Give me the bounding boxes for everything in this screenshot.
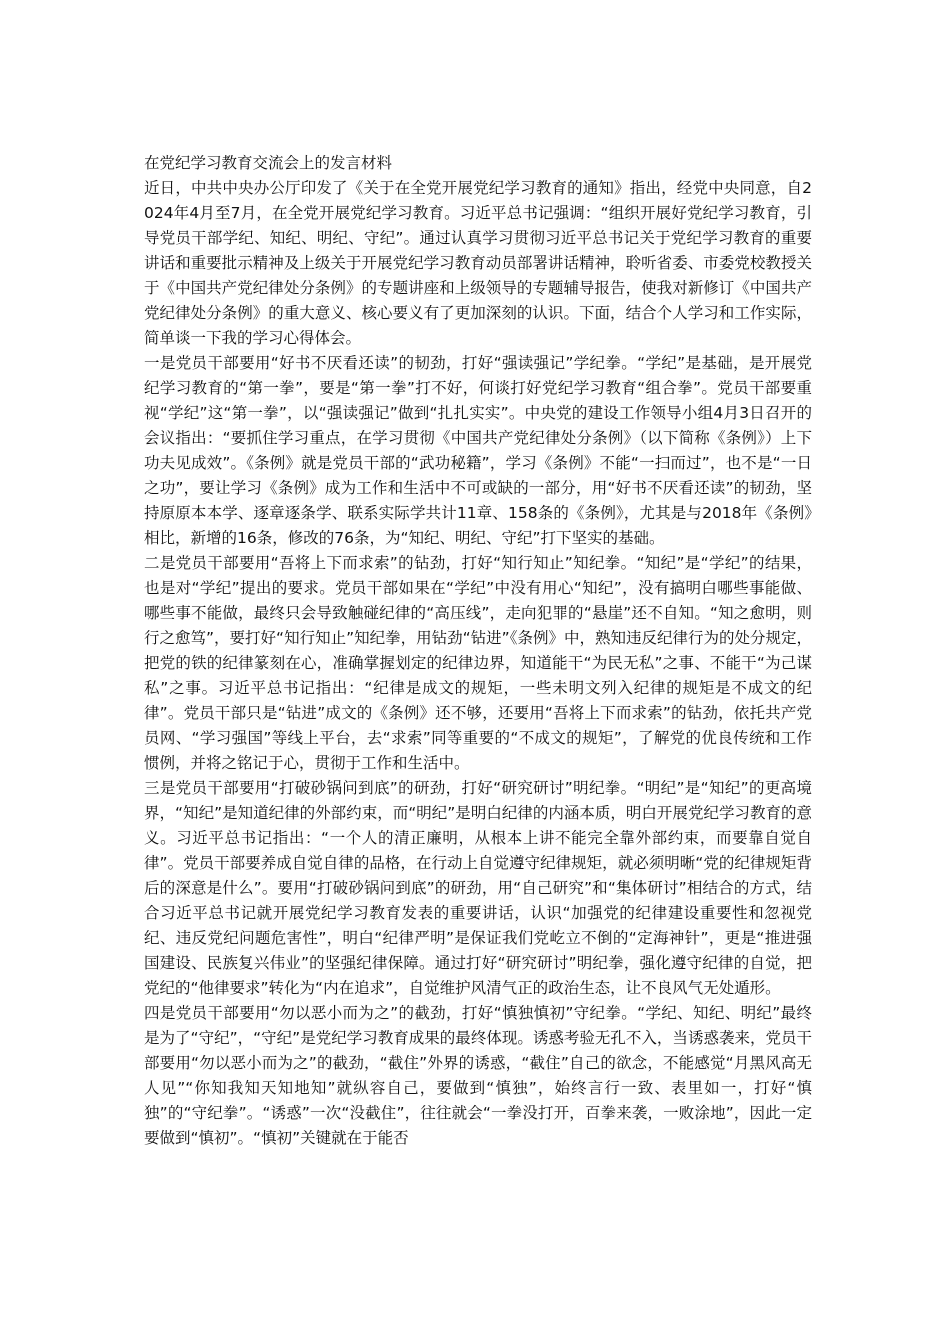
point-three-paragraph: 三是党员干部要用“打破砂锅问到底”的研劲，打好“研究研讨”明纪拳。“明纪”是“知纪”的更高境界，“知纪”是知道纪律的外部约束，而“明纪”是明白纪律的内涵本质，明白开展党纪学习教育的意义。习近平总书记指出：“一个人的清正廉明，从根本上讲不能完全靠外部约束，而要靠自觉自律”。党员干部要养成自觉自律的品格，在行动上自觉遵守纪律规矩，就必须明晰“党的纪律规矩背后的深意是什么”。要用“打破砂锅问到底”的研劲，用“自己研究”和“集体研讨”相结合的方式，结合习近平总书记就开展党纪学习教育发表的重要讲话，认识“加强党的纪律建设重要性和忽视党纪、违反党纪问题危害性”，明白“纪律严明”是保证我们党屹立不倒的“定海神针”，更是“推进强国建设、民族复兴伟业”的坚强纪律保障。通过打好“研究研讨”明纪拳，强化遵守纪律的自觉，把党纪的“他律要求”转化为“内在追求”，自觉维护风清气正的政治生态，让不良风气无处遁形。 bbox=[144, 779, 812, 997]
point-one-paragraph: 一是党员干部要用“好书不厌看还读”的韧劲，打好“强读强记”学纪拳。“学纪”是基础，是开展党纪学习教育的“第一拳”，要是“第一拳”打不好，何谈打好党纪学习教育“组合拳”。党员干部要重视“学纪”这“第一拳”，以“强读强记”做到“扎扎实实”。中央党的建设工作领导小组4月3日召开的会议指出：“要抓住学习重点，在学习贯彻《中国共产党纪律处分条例》（以下简称《条例》）上下功夫见成效”。《条例》就是党员干部的“武功秘籍”，学习《条例》不能“一扫而过”，也不是“一日之功”，要让学习《条例》成为工作和生活中不可或缺的一部分，用“好书不厌看还读”的韧劲，坚持原原本本学、逐章逐条学、联系实际学共计11章、158条的《条例》，尤其是与2018年《条例》相比，新增的16条，修改的76条，为“知纪、明纪、守纪”打下坚实的基础。 bbox=[144, 354, 812, 547]
point-two-paragraph: 二是党员干部要用“吾将上下而求索”的钻劲，打好“知行知止”知纪拳。“知纪”是“学纪”的结果，也是对“学纪”提出的要求。党员干部如果在“学纪”中没有用心“知纪”，没有搞明白哪些事能做、哪些事不能做，最终只会导致触碰纪律的“高压线”，走向犯罪的“悬崖”还不自知。“知之愈明，则行之愈笃”，要打好“知行知止”知纪拳，用钻劲“钻进”《条例》中，熟知违反纪律行为的处分规定，把党的铁的纪律篆刻在心，准确掌握划定的纪律边界，知道能干“为民无私”之事、不能干“为己谋私”之事。习近平总书记指出：“纪律是成文的规矩，一些未明文列入纪律的规矩是不成文的纪律”。党员干部只是“钻进”成文的《条例》还不够，还要用“吾将上下而求索”的钻劲，依托共产党员网、“学习强国”等线上平台，去“求索”同等重要的“不成文的规矩”，了解党的优良传统和工作惯例，并将之铭记于心，贯彻于工作和生活中。 bbox=[144, 554, 812, 772]
point-four-paragraph: 四是党员干部要用“勿以恶小而为之”的截劲，打好“慎独慎初”守纪拳。“学纪、知纪、明纪”最终是为了“守纪”，“守纪”是党纪学习教育成果的最终体现。诱惑考验无孔不入，当诱惑袭来，党员干部要用“勿以恶小而为之”的截劲，“截住”外界的诱惑，“截住”自己的欲念，不能感觉“月黑风高无人见”“你知我知天知地知”就纵容自己，要做到“慎独”，始终言行一致、表里如一，打好“慎独”的“守纪拳”。“诱惑”一次“没截住”，往往就会“一拳没打开，百拳来袭，一败涂地”，因此一定要做到“慎初”。“慎初”关键就在于能否 bbox=[144, 1004, 812, 1147]
document-page bbox=[144, 151, 812, 1151]
intro-paragraph: 近日，中共中央办公厅印发了《关于在全党开展党纪学习教育的通知》指出，经党中央同意，自2024年4月至7月，在全党开展党纪学习教育。习近平总书记强调：“组织开展好党纪学习教育，引导党员干部学纪、知纪、明纪、守纪”。通过认真学习贯彻习近平总书记关于党纪学习教育的重要讲话和重要批示精神及上级关于开展党纪学习教育动员部署讲话精神，聆听省委、市委党校教授关于《中国共产党纪律处分条例》的专题讲座和上级领导的专题辅导报告，使我对新修订《中国共产党纪律处分条例》的重大意义、核心要义有了更加深刻的认识。下面，结合个人学习和工作实际，简单谈一下我的学习心得体会。 bbox=[144, 179, 812, 347]
document-title: 在党纪学习教育交流会上的发言材料 bbox=[144, 154, 393, 172]
